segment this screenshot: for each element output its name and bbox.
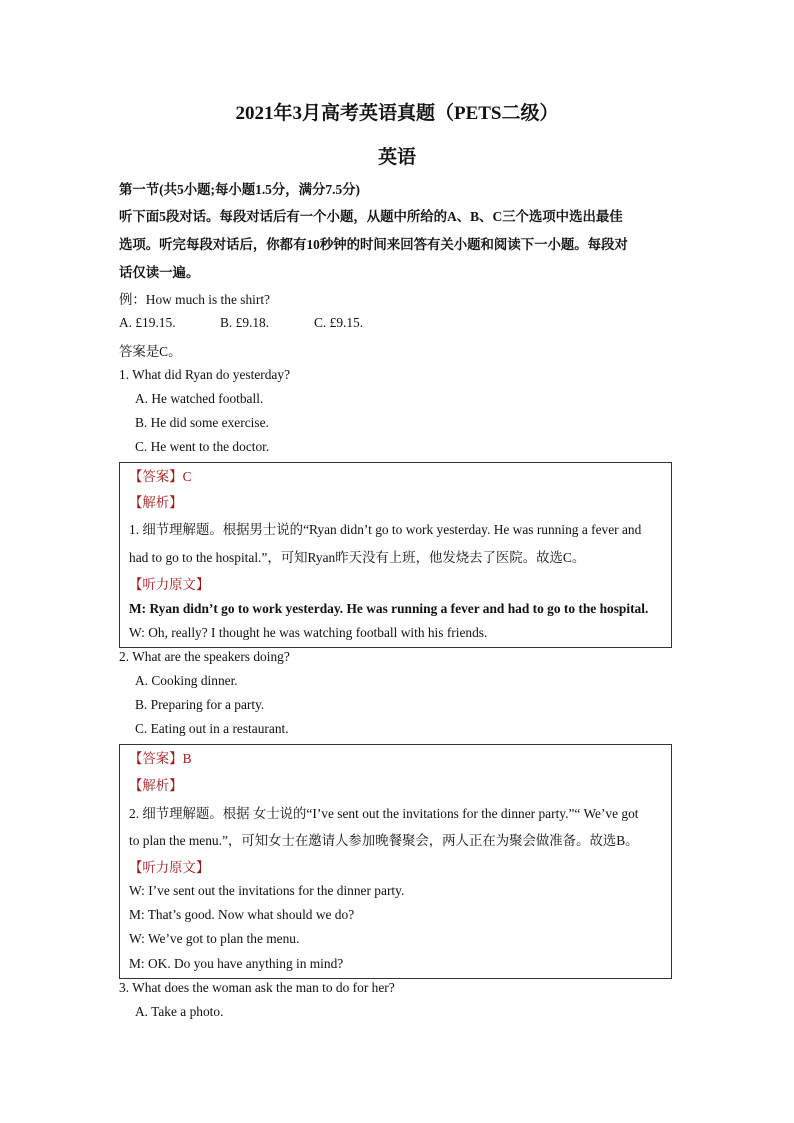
answer-label: 【答案】 — [129, 751, 183, 766]
question-1: 1. What did Ryan do yesterday? — [119, 367, 291, 382]
question-2-option-c: C. Eating out in a restaurant. — [135, 721, 289, 736]
instruction-line: 选项。听完每段对话后，你都有10秒钟的时间来回答有关小题和阅读下一小题。每段对 — [119, 237, 628, 252]
page-subtitle: 英语 — [377, 147, 416, 168]
transcript-line: M: Ryan didn’t go to work yesterday. He was running a fever and had to go to the hospital. — [129, 601, 649, 616]
analysis-text: 1. 细节理解题。根据男士说的“Ryan didn’t go to work yesterday. He was running a fever and — [129, 522, 642, 537]
analysis-text: 2. 细节理解题。根据 女士说的“I’ve sent out the invitations for the dinner party.”“ We’ve got — [129, 806, 639, 821]
analysis-label: 【解析】 — [129, 778, 183, 793]
question-1-option-b: B. He did some exercise. — [135, 415, 269, 430]
question-2: 2. What are the speakers doing? — [119, 649, 290, 664]
transcript-line: M: That’s good. Now what should we do? — [129, 907, 355, 922]
page-title: 2021年3月高考英语真题（PETS二级） — [235, 103, 559, 124]
transcript-line: W: We’ve got to plan the menu. — [129, 931, 300, 946]
answer-line — [129, 466, 192, 485]
section-heading: 第一节(共5小题;每小题1.5分，满分7.5分) — [119, 182, 361, 197]
transcript-label: 【听力原文】 — [129, 577, 210, 592]
answer-box-2 — [119, 744, 672, 979]
example-option-b: B. £9.18. — [220, 315, 270, 330]
question-2-option-b: B. Preparing for a party. — [135, 697, 265, 712]
question-2-option-a: A. Cooking dinner. — [135, 673, 238, 688]
answer-line — [129, 748, 192, 767]
answer-value: B — [182, 751, 192, 766]
transcript-line: W: Oh, really? I thought he was watching football with his friends. — [129, 625, 488, 640]
transcript-line: W: I’ve sent out the invitations for the dinner party. — [129, 883, 405, 898]
analysis-label: 【解析】 — [129, 495, 183, 510]
example-option-a: A. £19.15. — [119, 315, 176, 330]
answer-box-1 — [119, 462, 672, 648]
question-3: 3. What does the woman ask the man to do for her? — [119, 980, 395, 995]
example-question: 例：How much is the shirt? — [119, 292, 270, 307]
analysis-text: had to go to the hospital.”，可知Ryan昨天没有上班，他发烧去了医院。故选C。 — [129, 550, 586, 565]
answer-value: C — [182, 469, 192, 484]
transcript-label: 【听力原文】 — [129, 860, 210, 875]
instruction-line: 听下面5段对话。每段对话后有一个小题，从题中所给的A、B、C三个选项中选出最佳 — [119, 209, 623, 224]
analysis-text: to plan the menu.”，可知女士在邀请人参加晚餐聚会，两人正在为聚会做准备。故选B。 — [129, 833, 639, 848]
transcript-line: M: OK. Do you have anything in mind? — [129, 956, 344, 971]
instruction-line: 话仅读一遍。 — [119, 265, 200, 280]
answer-label: 【答案】 — [129, 469, 183, 484]
question-1-option-c: C. He went to the doctor. — [135, 439, 270, 454]
example-option-c: C. £9.15. — [314, 315, 364, 330]
example-answer: 答案是C。 — [119, 344, 182, 359]
question-3-option-a: A. Take a photo. — [135, 1004, 224, 1019]
question-1-option-a: A. He watched football. — [135, 391, 264, 406]
